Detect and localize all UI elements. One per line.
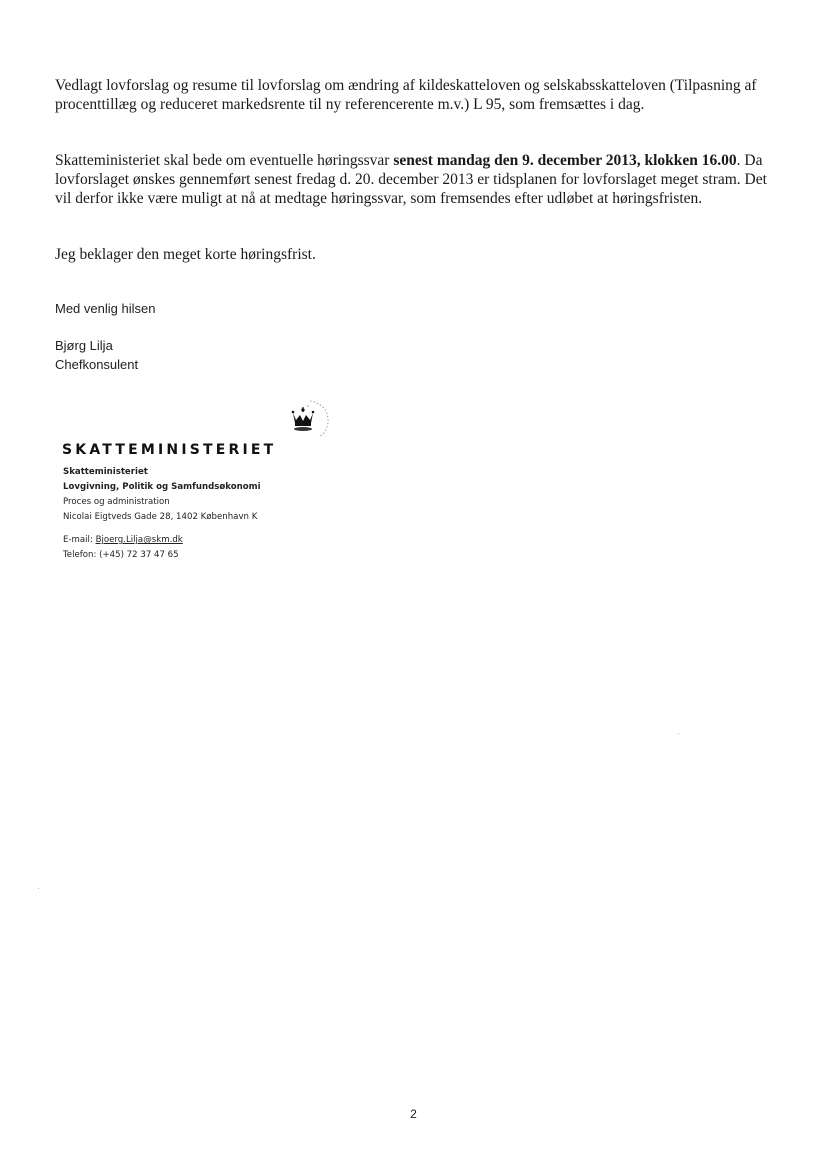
deadline-date-text: senest mandag den 9. december 2013, klokken 16.00 xyxy=(393,152,737,169)
contact-address: Nicolai Eigtveds Gade 28, 1402 København K xyxy=(63,512,258,522)
contact-email-row xyxy=(63,533,183,548)
apology-paragraph: Jeg beklager den meget korte høringsfrist. xyxy=(55,246,316,263)
deadline-lead-text: Skatteministeriet skal bede om eventuelle høringssvar xyxy=(55,152,394,169)
scan-speck xyxy=(38,888,39,889)
contact-organization-block xyxy=(63,465,261,525)
contact-phone: Telefon: (+45) 72 37 47 65 xyxy=(63,550,179,560)
signer-title: Chefkonsulent xyxy=(55,357,139,372)
email-label: E-mail: xyxy=(63,535,96,545)
signer-name: Bjørg Lilja xyxy=(55,338,113,353)
deadline-paragraph xyxy=(55,151,775,208)
signature-block xyxy=(55,336,138,374)
contact-details-block xyxy=(63,533,183,563)
deadline-rest-text: . Da lovforslaget ønskes gennemført senest fredag d. 20. december 2013 er tidsplanen for lovforslaget meget stram. Det vil derfor ikke være muligt at nå at medtage høringssvar, som fremsendes efter udløbet at høringsfristen. xyxy=(55,152,767,207)
email-link[interactable]: Bjoerg.Lilja@skm.dk xyxy=(95,535,183,545)
contact-org-name: Skatteministeriet xyxy=(63,467,148,477)
contact-division: Lovgivning, Politik og Samfundsøkonomi xyxy=(63,482,261,492)
contact-unit: Proces og administration xyxy=(63,497,170,507)
closing-greeting: Med venlig hilsen xyxy=(55,301,156,316)
danish-crown-icon xyxy=(282,397,334,441)
intro-paragraph: Vedlagt lovforslag og resume til lovforslag om ændring af kildeskatteloven og selskabsskatteloven (Tilpasning af procenttillæg og reduceret markedsrente til ny referencerente m.v.) L 95, som fremsættes i dag. xyxy=(55,77,757,113)
scan-speck xyxy=(678,733,679,734)
page-number: 2 xyxy=(410,1107,417,1121)
ministry-wordmark-logo: SKATTEMINISTERIET xyxy=(62,442,277,458)
